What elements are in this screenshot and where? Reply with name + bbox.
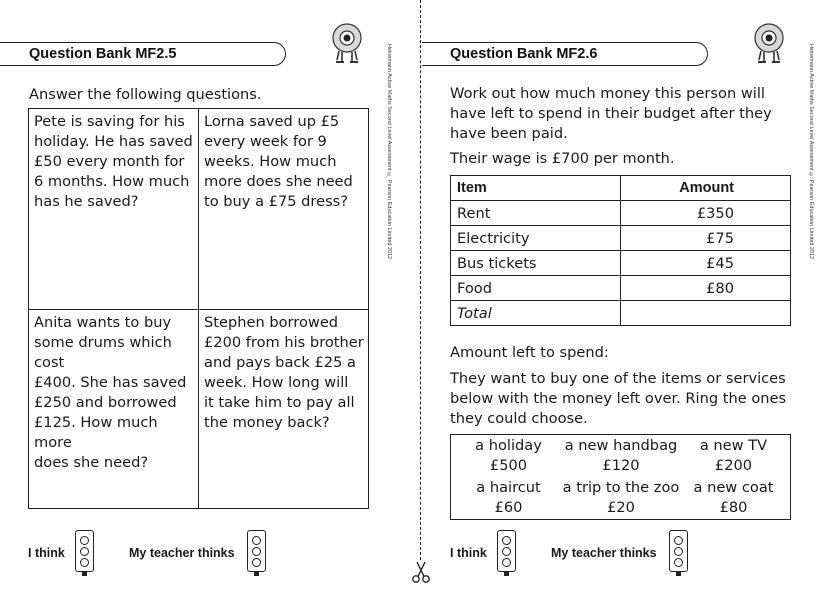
budget-table <box>450 175 791 326</box>
choose-line: below with the money left over. Ring the ones <box>450 390 787 407</box>
choice-coat[interactable] <box>686 478 781 518</box>
question-line: weeks. How much <box>204 153 337 170</box>
choice-handbag[interactable] <box>561 436 681 476</box>
left-page-title: Question Bank MF2.5 <box>29 46 177 62</box>
item-cell: Bus tickets <box>451 251 621 276</box>
choice-price: £120 <box>602 457 640 474</box>
choice-tv[interactable] <box>686 436 781 476</box>
table-row <box>451 201 791 226</box>
table-row <box>451 251 791 276</box>
right-copyright: Heinemann Active Maths Second Level Assessment © Pearson Education Limited 2012 <box>808 44 814 260</box>
traffic-light-icon[interactable] <box>669 530 688 572</box>
question-line: Stephen borrowed <box>204 314 339 331</box>
question-line: Pete is saving for his <box>34 113 185 130</box>
choice-price: £200 <box>714 457 753 474</box>
choice-zoo-trip[interactable] <box>559 478 683 518</box>
question-line: £50 every month for <box>34 153 185 170</box>
question-line: £400. She has saved <box>34 374 187 391</box>
table-row <box>451 276 791 301</box>
question-line: 6 months. How much <box>34 173 190 190</box>
choices-box <box>450 434 791 520</box>
choose-line: They want to buy one of the items or services <box>450 370 786 387</box>
scissors-icon <box>411 560 431 584</box>
choice-holiday[interactable] <box>461 436 556 476</box>
question-line: has he saved? <box>34 193 139 210</box>
amount-cell: £75 <box>621 226 791 251</box>
left-copyright: Heinemann Active Maths Second Level Assessment © Pearson Education Limited 2012 <box>386 44 392 260</box>
question-pete <box>29 111 199 213</box>
cut-line <box>420 0 421 560</box>
question-line: Lorna saved up £5 <box>204 113 340 130</box>
choice-name: a new TV <box>699 437 768 454</box>
question-lorna <box>199 111 369 213</box>
intro-line: have left to spend in their budget after they <box>450 105 772 122</box>
choice-haircut[interactable] <box>461 478 556 518</box>
question-line: week. How long will <box>204 374 349 391</box>
traffic-light-icon[interactable] <box>75 530 94 572</box>
right-i-think-label: I think <box>450 546 487 560</box>
question-line: every week for 9 <box>204 133 327 150</box>
question-line: £125. How much more <box>34 414 158 451</box>
total-amount-cell[interactable] <box>621 301 791 326</box>
question-line: it take him to pay all <box>204 394 355 411</box>
table-header-row <box>451 176 791 201</box>
right-teacher-thinks-label: My teacher thinks <box>551 546 657 560</box>
left-instruction: Answer the following questions. <box>29 86 262 103</box>
traffic-light-icon[interactable] <box>247 530 266 572</box>
choice-price: £60 <box>494 499 523 516</box>
choice-price: £80 <box>719 499 748 516</box>
mascot-icon <box>752 22 786 64</box>
traffic-light-icon[interactable] <box>497 530 516 572</box>
item-cell: Rent <box>451 201 621 226</box>
intro-line: have been paid. <box>450 125 568 142</box>
wage-text: Their wage is £700 per month. <box>450 150 675 167</box>
left-teacher-thinks-label: My teacher thinks <box>129 546 235 560</box>
amount-cell: £350 <box>621 201 791 226</box>
amount-cell: £80 <box>621 276 791 301</box>
right-intro <box>450 84 772 144</box>
amount-left-label: Amount left to spend: <box>450 344 609 361</box>
question-anita <box>29 312 199 474</box>
choice-price: £500 <box>489 457 528 474</box>
question-line: some drums which cost <box>34 334 172 371</box>
choose-line: they could choose. <box>450 410 588 427</box>
choice-name: a holiday <box>475 437 542 454</box>
question-line: to buy a £75 dress? <box>204 193 349 210</box>
question-line: £200 from his brother <box>204 334 364 351</box>
total-label-cell: Total <box>451 301 621 326</box>
question-line: the money back? <box>204 414 330 431</box>
question-line: holiday. He has saved <box>34 133 193 150</box>
choose-instruction <box>450 369 786 429</box>
choice-name: a trip to the zoo <box>562 479 680 496</box>
question-line: and pays back £25 a <box>204 354 356 371</box>
amount-cell: £45 <box>621 251 791 276</box>
choice-name: a new handbag <box>564 437 678 454</box>
choice-name: a haircut <box>476 479 541 496</box>
question-line: Anita wants to buy <box>34 314 172 331</box>
intro-line: Work out how much money this person will <box>450 85 765 102</box>
table-row <box>451 226 791 251</box>
left-i-think-label: I think <box>28 546 65 560</box>
header-item: Item <box>451 176 621 201</box>
header-amount: Amount <box>621 176 791 201</box>
choice-name: a new coat <box>693 479 774 496</box>
choice-price: £20 <box>607 499 635 516</box>
item-cell: Electricity <box>451 226 621 251</box>
table-row-total <box>451 301 791 326</box>
question-line: more does she need <box>204 173 353 190</box>
question-line: does she need? <box>34 454 149 471</box>
question-line: £250 and borrowed <box>34 394 177 411</box>
mascot-icon <box>330 22 364 64</box>
question-stephen <box>199 312 369 434</box>
item-cell: Food <box>451 276 621 301</box>
right-page-title: Question Bank MF2.6 <box>450 46 598 62</box>
